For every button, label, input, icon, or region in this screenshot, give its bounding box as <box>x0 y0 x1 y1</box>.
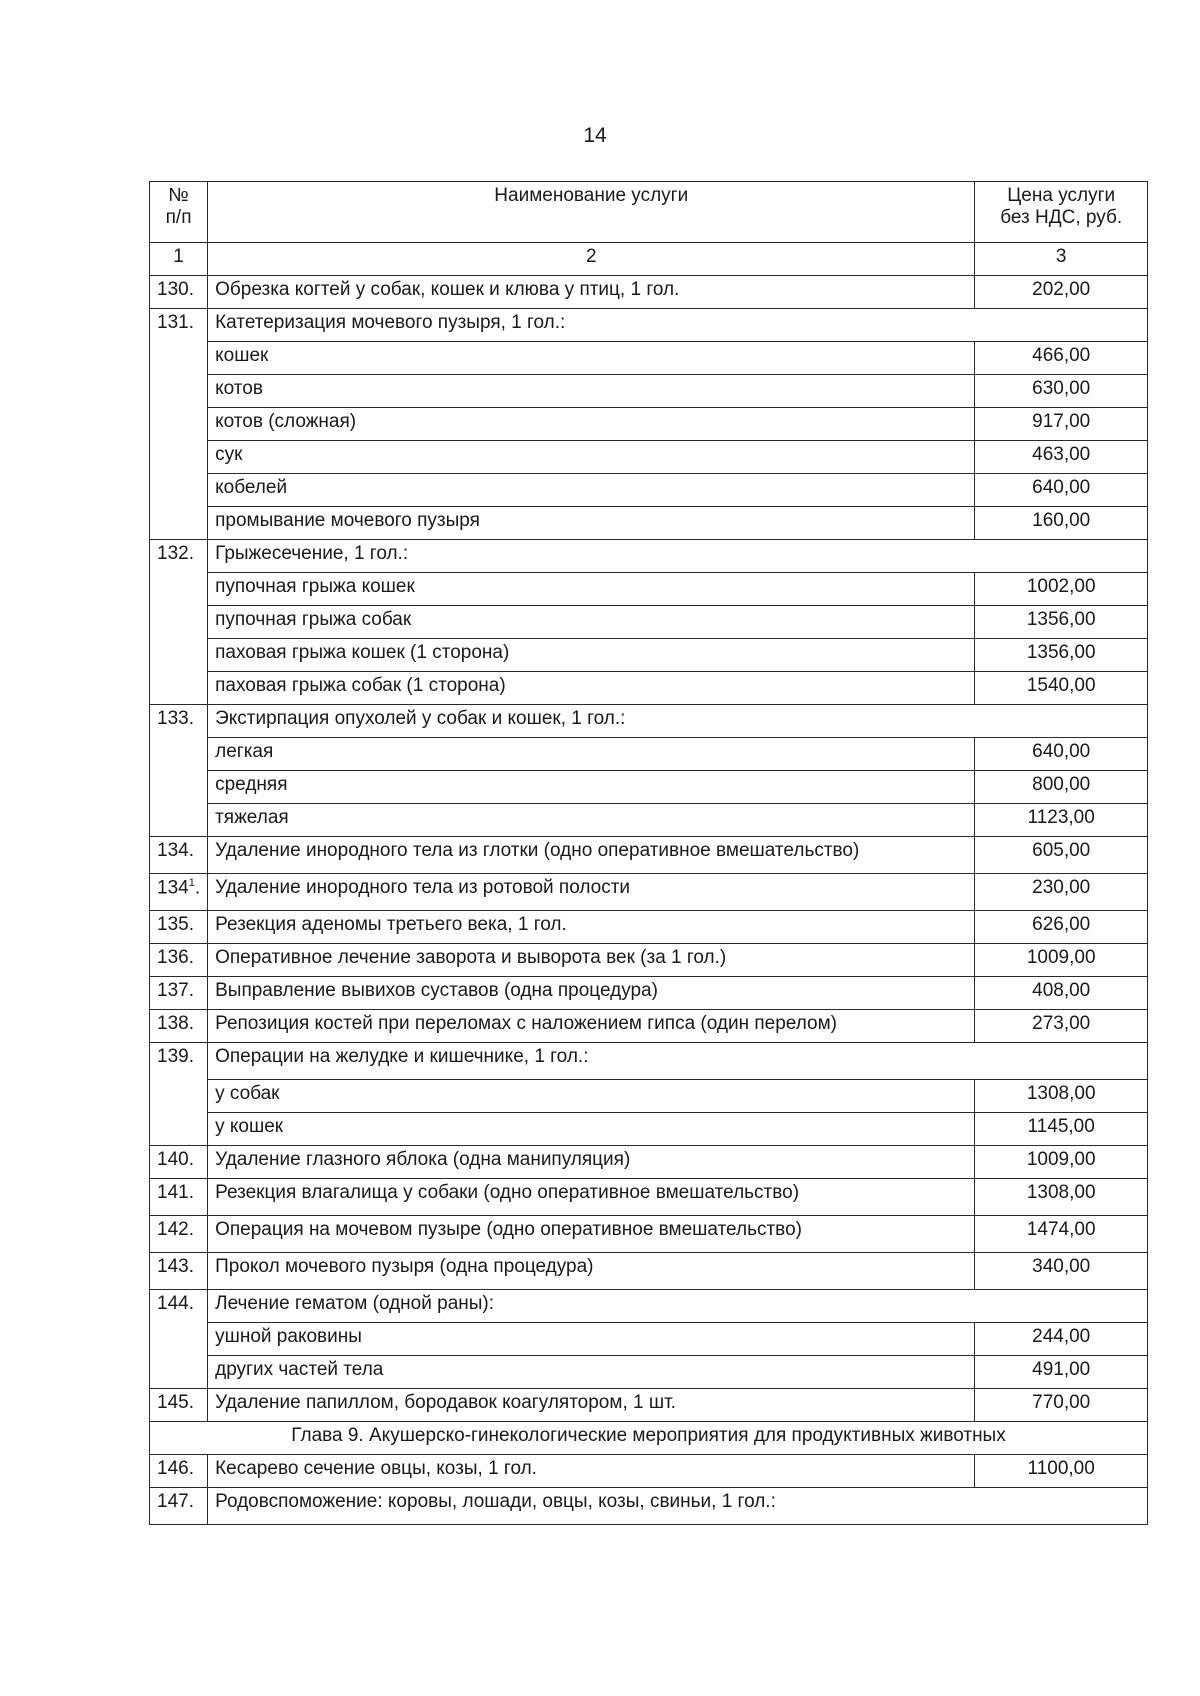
service-price: 244,00 <box>975 1323 1148 1356</box>
service-name: у собак <box>208 1080 975 1113</box>
table-row <box>150 408 1148 441</box>
service-price: 230,00 <box>975 874 1148 911</box>
table-row <box>150 874 1148 911</box>
service-price: 770,00 <box>975 1389 1148 1422</box>
table-row <box>150 639 1148 672</box>
service-price: 640,00 <box>975 474 1148 507</box>
service-name: Обрезка когтей у собак, кошек и клюва у птиц, 1 гол. <box>208 276 975 309</box>
row-number: 143. <box>150 1253 208 1290</box>
service-name: пупочная грыжа кошек <box>208 573 975 606</box>
service-price: 1009,00 <box>975 944 1148 977</box>
service-price: 630,00 <box>975 375 1148 408</box>
table-row <box>150 1389 1148 1422</box>
service-name: Выправление вывихов суставов (одна процедура) <box>208 977 975 1010</box>
service-price: 626,00 <box>975 911 1148 944</box>
table-row <box>150 944 1148 977</box>
service-name: ушной раковины <box>208 1323 975 1356</box>
table-row <box>150 309 1148 342</box>
table-row <box>150 1323 1148 1356</box>
service-price: 1145,00 <box>975 1113 1148 1146</box>
service-price: 1540,00 <box>975 672 1148 705</box>
table-row <box>150 1043 1148 1080</box>
table-row <box>150 804 1148 837</box>
price-table <box>149 181 1148 1525</box>
row-number: 133. <box>150 705 208 837</box>
service-name: сук <box>208 441 975 474</box>
column-index-3: 3 <box>975 243 1148 276</box>
service-name: других частей тела <box>208 1356 975 1389</box>
service-name: Операция на мочевом пузыре (одно оперативное вмешательство) <box>208 1216 975 1253</box>
service-price: 800,00 <box>975 771 1148 804</box>
table-row <box>150 540 1148 573</box>
service-group-name: Лечение гематом (одной раны): <box>208 1290 1148 1323</box>
service-price: 160,00 <box>975 507 1148 540</box>
row-number: 141. <box>150 1179 208 1216</box>
table-row <box>150 1113 1148 1146</box>
service-name: кобелей <box>208 474 975 507</box>
service-name: промывание мочевого пузыря <box>208 507 975 540</box>
table-row <box>150 1216 1148 1253</box>
service-price: 202,00 <box>975 276 1148 309</box>
header-number <box>150 182 208 243</box>
service-price: 273,00 <box>975 1010 1148 1043</box>
header-number-text: № п/п <box>165 185 192 228</box>
column-index-1: 1 <box>150 243 208 276</box>
table-row <box>150 1455 1148 1488</box>
service-name: Удаление глазного яблока (одна манипуляция) <box>208 1146 975 1179</box>
header-price <box>975 182 1148 243</box>
chapter-row <box>150 1422 1148 1455</box>
row-number <box>150 874 208 911</box>
service-group-name: Грыжесечение, 1 гол.: <box>208 540 1148 573</box>
service-group-name: Родовспоможение: коровы, лошади, овцы, козы, свиньи, 1 гол.: <box>208 1488 1148 1525</box>
row-number: 146. <box>150 1455 208 1488</box>
service-price: 1002,00 <box>975 573 1148 606</box>
table-row <box>150 606 1148 639</box>
header-service-name-text: Наименование услуги <box>494 185 689 206</box>
service-group-name: Катетеризация мочевого пузыря, 1 гол.: <box>208 309 1148 342</box>
service-name: тяжелая <box>208 804 975 837</box>
table-row <box>150 342 1148 375</box>
row-number-tail: . <box>194 877 201 899</box>
service-name: пупочная грыжа собак <box>208 606 975 639</box>
service-name: средняя <box>208 771 975 804</box>
service-name: Удаление папиллом, бородавок коагулятором, 1 шт. <box>208 1389 975 1422</box>
column-index-2: 2 <box>208 243 975 276</box>
service-name: паховая грыжа кошек (1 сторона) <box>208 639 975 672</box>
table-row <box>150 441 1148 474</box>
row-number: 139. <box>150 1043 208 1146</box>
row-number: 147. <box>150 1488 208 1525</box>
service-price: 1356,00 <box>975 606 1148 639</box>
row-number-superscript: 1 <box>188 877 195 889</box>
table-row <box>150 837 1148 874</box>
table-row <box>150 1146 1148 1179</box>
header-price-text: Цена услуги без НДС, руб. <box>1000 185 1123 228</box>
row-number: 138. <box>150 1010 208 1043</box>
row-number: 140. <box>150 1146 208 1179</box>
chapter-heading: Глава 9. Акушерско-гинекологические мероприятия для продуктивных животных <box>150 1422 1148 1455</box>
column-index-row <box>150 243 1148 276</box>
table-row <box>150 672 1148 705</box>
service-price: 1308,00 <box>975 1080 1148 1113</box>
table-row <box>150 1488 1148 1525</box>
page-number: 14 <box>583 124 607 147</box>
service-price: 1100,00 <box>975 1455 1148 1488</box>
row-number: 132. <box>150 540 208 705</box>
row-number: 135. <box>150 911 208 944</box>
table-row <box>150 1356 1148 1389</box>
table-row <box>150 375 1148 408</box>
table-header-row <box>150 182 1148 243</box>
row-number-base: 134 <box>157 877 189 899</box>
service-name: легкая <box>208 738 975 771</box>
service-name: кошек <box>208 342 975 375</box>
service-name: котов (сложная) <box>208 408 975 441</box>
service-name: котов <box>208 375 975 408</box>
service-group-name: Экстирпация опухолей у собак и кошек, 1 гол.: <box>208 705 1148 738</box>
service-name: Оперативное лечение заворота и выворота век (за 1 гол.) <box>208 944 975 977</box>
table-row <box>150 474 1148 507</box>
service-price: 466,00 <box>975 342 1148 375</box>
table-row <box>150 738 1148 771</box>
table-row <box>150 977 1148 1010</box>
service-price: 463,00 <box>975 441 1148 474</box>
service-name: Репозиция костей при переломах с наложением гипса (один перелом) <box>208 1010 975 1043</box>
service-name: Резекция влагалища у собаки (одно оперативное вмешательство) <box>208 1179 975 1216</box>
table-row <box>150 705 1148 738</box>
table-row <box>150 911 1148 944</box>
row-number: 142. <box>150 1216 208 1253</box>
table-row <box>150 573 1148 606</box>
row-number: 130. <box>150 276 208 309</box>
service-price: 491,00 <box>975 1356 1148 1389</box>
row-number: 145. <box>150 1389 208 1422</box>
row-number: 137. <box>150 977 208 1010</box>
service-name: у кошек <box>208 1113 975 1146</box>
service-price: 1123,00 <box>975 804 1148 837</box>
table-row <box>150 1010 1148 1043</box>
service-name: Удаление инородного тела из глотки (одно оперативное вмешательство) <box>208 837 975 874</box>
service-price: 1356,00 <box>975 639 1148 672</box>
row-number: 134. <box>150 837 208 874</box>
table-row <box>150 1253 1148 1290</box>
table-row <box>150 507 1148 540</box>
row-number: 131. <box>150 309 208 540</box>
service-name: Кесарево сечение овцы, козы, 1 гол. <box>208 1455 975 1488</box>
service-name: Резекция аденомы третьего века, 1 гол. <box>208 911 975 944</box>
service-price: 640,00 <box>975 738 1148 771</box>
service-price: 1308,00 <box>975 1179 1148 1216</box>
service-price: 340,00 <box>975 1253 1148 1290</box>
table-row <box>150 1290 1148 1323</box>
table-row <box>150 771 1148 804</box>
service-price: 408,00 <box>975 977 1148 1010</box>
service-group-name: Операции на желудке и кишечнике, 1 гол.: <box>208 1043 1148 1080</box>
service-price: 1009,00 <box>975 1146 1148 1179</box>
service-price: 605,00 <box>975 837 1148 874</box>
header-service-name <box>208 182 975 243</box>
row-number: 136. <box>150 944 208 977</box>
table-row <box>150 1179 1148 1216</box>
table-row <box>150 276 1148 309</box>
table-row <box>150 1080 1148 1113</box>
service-price: 917,00 <box>975 408 1148 441</box>
row-number: 144. <box>150 1290 208 1389</box>
service-price: 1474,00 <box>975 1216 1148 1253</box>
service-name: Удаление инородного тела из ротовой полости <box>208 874 975 911</box>
service-name: Прокол мочевого пузыря (одна процедура) <box>208 1253 975 1290</box>
service-name: паховая грыжа собак (1 сторона) <box>208 672 975 705</box>
